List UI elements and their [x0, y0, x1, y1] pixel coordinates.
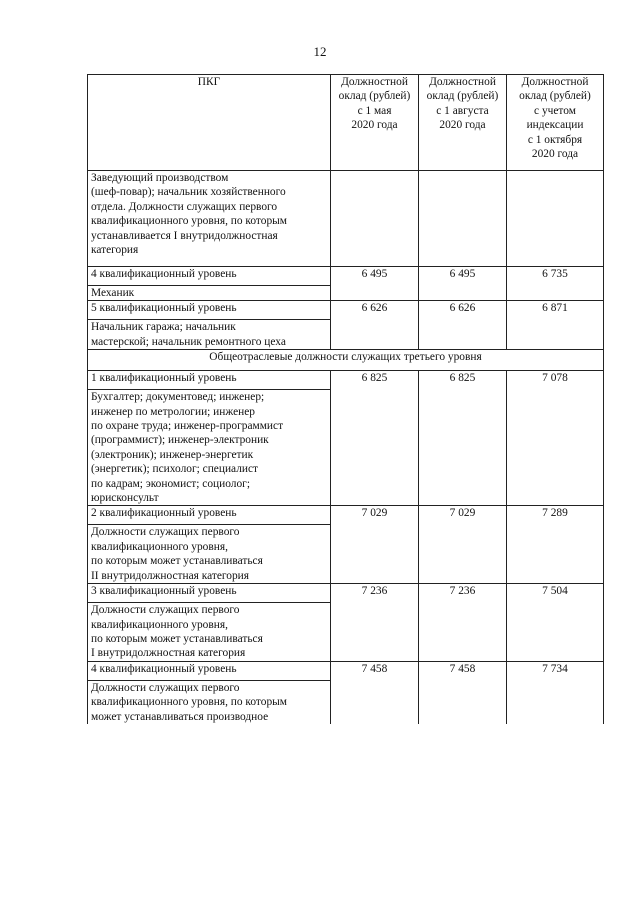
header-pkg: ПКГ [88, 75, 331, 171]
table-row [88, 371, 604, 390]
salary-may: 6 626 [331, 301, 419, 350]
table-row [88, 171, 604, 267]
salary-may: 6 825 [331, 371, 419, 506]
header-salary-may: Должностной оклад (рублей) с 1 мая 2020 года [331, 75, 419, 171]
salary-august: 7 458 [419, 661, 507, 724]
salary-october: 7 734 [507, 661, 604, 724]
position-description: Должности служащих первого квалификационного уровня, по которым может устанавливаться I внутридолжностная категория [88, 603, 331, 662]
table-row [88, 267, 604, 286]
section-row [88, 350, 604, 371]
position-description: Должности служащих первого квалификационного уровня, по которым может устанавливаться II внутридолжностная категория [88, 525, 331, 584]
salary-august: 6 626 [419, 301, 507, 350]
position-description: Бухгалтер; документовед; инженер; инженер по метрологии; инженер по охране труда; инженер-программист (программист); инженер-электроник (электроник); инженер-энергетик (энергетик); психолог; специалист по кадрам; экономист; социолог; юрисконсульт [88, 390, 331, 506]
qualification-level: 4 квалификационный уровень [88, 661, 331, 680]
salary-august: 6 825 [419, 371, 507, 506]
section-title: Общеотраслевые должности служащих третьего уровня [88, 350, 604, 371]
position-description: Начальник гаража; начальник мастерской; начальник ремонтного цеха [88, 320, 331, 350]
salary-may: 6 495 [331, 267, 419, 301]
salary-october: 6 735 [507, 267, 604, 301]
salary-may: 7 458 [331, 661, 419, 724]
qualification-level: 3 квалификационный уровень [88, 584, 331, 603]
salary-october: 6 871 [507, 301, 604, 350]
position-description: Заведующий производством (шеф-повар); начальник хозяйственного отдела. Должности служащих первого квалификационного уровня, по которым устанавливается I внутридолжностная категория [88, 171, 331, 267]
salary-october: 7 078 [507, 371, 604, 506]
qualification-level: 2 квалификационный уровень [88, 506, 331, 525]
qualification-level: 1 квалификационный уровень [88, 371, 331, 390]
table-row [88, 301, 604, 320]
salary-october: 7 504 [507, 584, 604, 662]
header-salary-october: Должностной оклад (рублей) с учетом индексации с 1 октября 2020 года [507, 75, 604, 171]
salary-table [87, 74, 604, 724]
salary-august: 6 495 [419, 267, 507, 301]
table-row [88, 661, 604, 680]
table-row [88, 506, 604, 525]
table-header-row [88, 75, 604, 171]
position-description: Должности служащих первого квалификационного уровня, по которым может устанавливаться производное [88, 680, 331, 724]
qualification-level: 4 квалификационный уровень [88, 267, 331, 286]
salary-august: 7 236 [419, 584, 507, 662]
salary-august: 7 029 [419, 506, 507, 584]
salary-may: 7 029 [331, 506, 419, 584]
position-description: Механик [88, 286, 331, 301]
page-number: 12 [313, 44, 327, 59]
salary-october: 7 289 [507, 506, 604, 584]
salary-may: 7 236 [331, 584, 419, 662]
qualification-level: 5 квалификационный уровень [88, 301, 331, 320]
header-salary-august: Должностной оклад (рублей) с 1 августа 2020 года [419, 75, 507, 171]
table-row [88, 584, 604, 603]
